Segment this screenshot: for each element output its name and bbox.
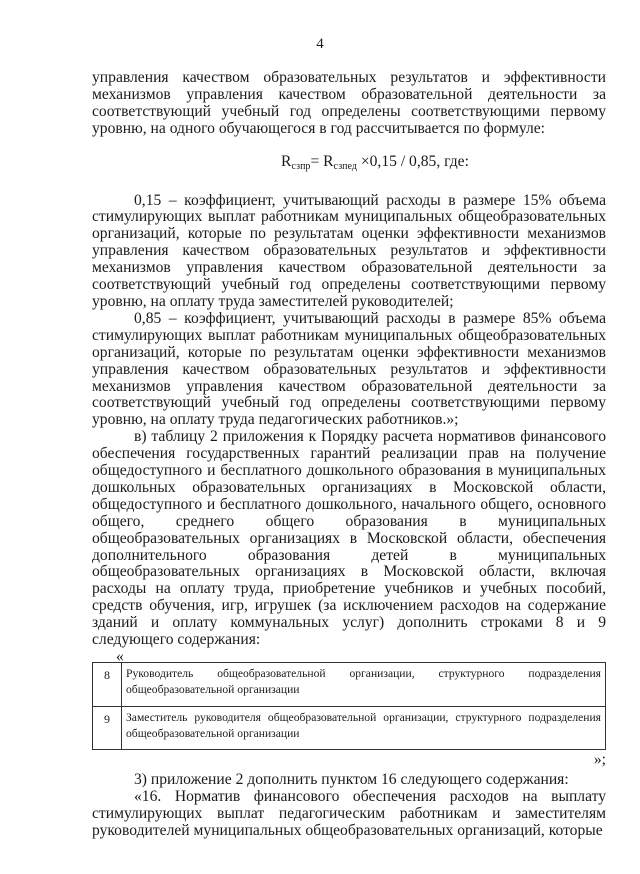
document-body: [92, 70, 606, 840]
page-number: 4: [316, 36, 324, 52]
row-number: 8: [93, 663, 122, 707]
table-row: [93, 663, 606, 707]
paragraph-item-v: в) таблицу 2 приложения к Порядку расчета нормативов финансового обеспечения государственных гарантий реализации прав на получение общедоступного и бесплатного дошкольного образования в муниципальных дошкольных образовательных организациях в Московской области, общедоступного и бесплатного дошкольного, начального общего, основного общего, среднего общего образования в муниципальных общеобразовательных организациях в Московской области, обеспечения дополнительного образования детей в муниципальных общеобразовательных организациях в Московской области, включая расходы на оплату труда, приобретение учебников и учебных пособий, средств обучения, игр, игрушек (за исключением расходов на содержание зданий и оплату коммунальных услуг) дополнить строками 8 и 9 следующего содержания:: [92, 428, 606, 649]
row-number: 9: [93, 707, 122, 750]
paragraph-coefficient-085: 0,85 – коэффициент, учитывающий расходы в размере 85% объема стимулирующих выплат работникам муниципальных общеобразовательных организаций, которые по результатам оценки эффективности механизмов управления качеством образовательных результатов и эффективности механизмов управления качеством образовательной деятельности за соответствующий учебный год определены соответствующими первому уровню, на оплату труда педагогических работников.»;: [92, 309, 606, 429]
paragraph-item-3: 3) приложение 2 дополнить пунктом 16 следующего содержания:: [134, 771, 569, 788]
formula-rhs: R: [323, 152, 334, 170]
quote-close: »;: [593, 751, 606, 768]
table-row: [93, 707, 606, 750]
formula-lhs: R: [281, 152, 292, 170]
row-description: Заместитель руководителя общеобразовательной организации, структурного подразделения общеобразовательной организации: [122, 707, 606, 750]
paragraph-continuation: управления качеством образовательных результатов и эффективности механизмов управления качеством образовательной деятельности за соответствующий учебный год определены соответствующими первому уровню, на одного обучающегося в год рассчитывается по формуле:: [92, 69, 606, 137]
formula: [144, 154, 606, 176]
insert-table: [92, 662, 606, 750]
formula-eq: =: [310, 152, 324, 170]
formula-tail: ×0,15 / 0,85, где:: [356, 152, 469, 170]
quote-open: «: [116, 648, 124, 665]
paragraph-item-16: «16. Норматив финансового обеспечения расходов на выплату стимулирующих выплат педагогическим работникам и заместителям руководителей муниципальных общеобразовательных организаций, которые: [92, 787, 606, 839]
formula-lhs-sub: сзпр: [291, 160, 311, 172]
paragraph-coefficient-015: 0,15 – коэффициент, учитывающий расходы в размере 15% объема стимулирующих выплат работникам муниципальных общеобразовательных организаций, которые по результатам оценки эффективности механизмов управления качеством образовательных результатов и эффективности механизмов управления качеством образовательной деятельности за соответствующий учебный год определены соответствующими первому уровню, на оплату труда заместителей руководителей;: [92, 191, 606, 310]
formula-rhs-sub: сзпед: [333, 160, 357, 172]
row-description: Руководитель общеобразовательной организации, структурного подразделения общеобразовательной организации: [122, 663, 606, 707]
